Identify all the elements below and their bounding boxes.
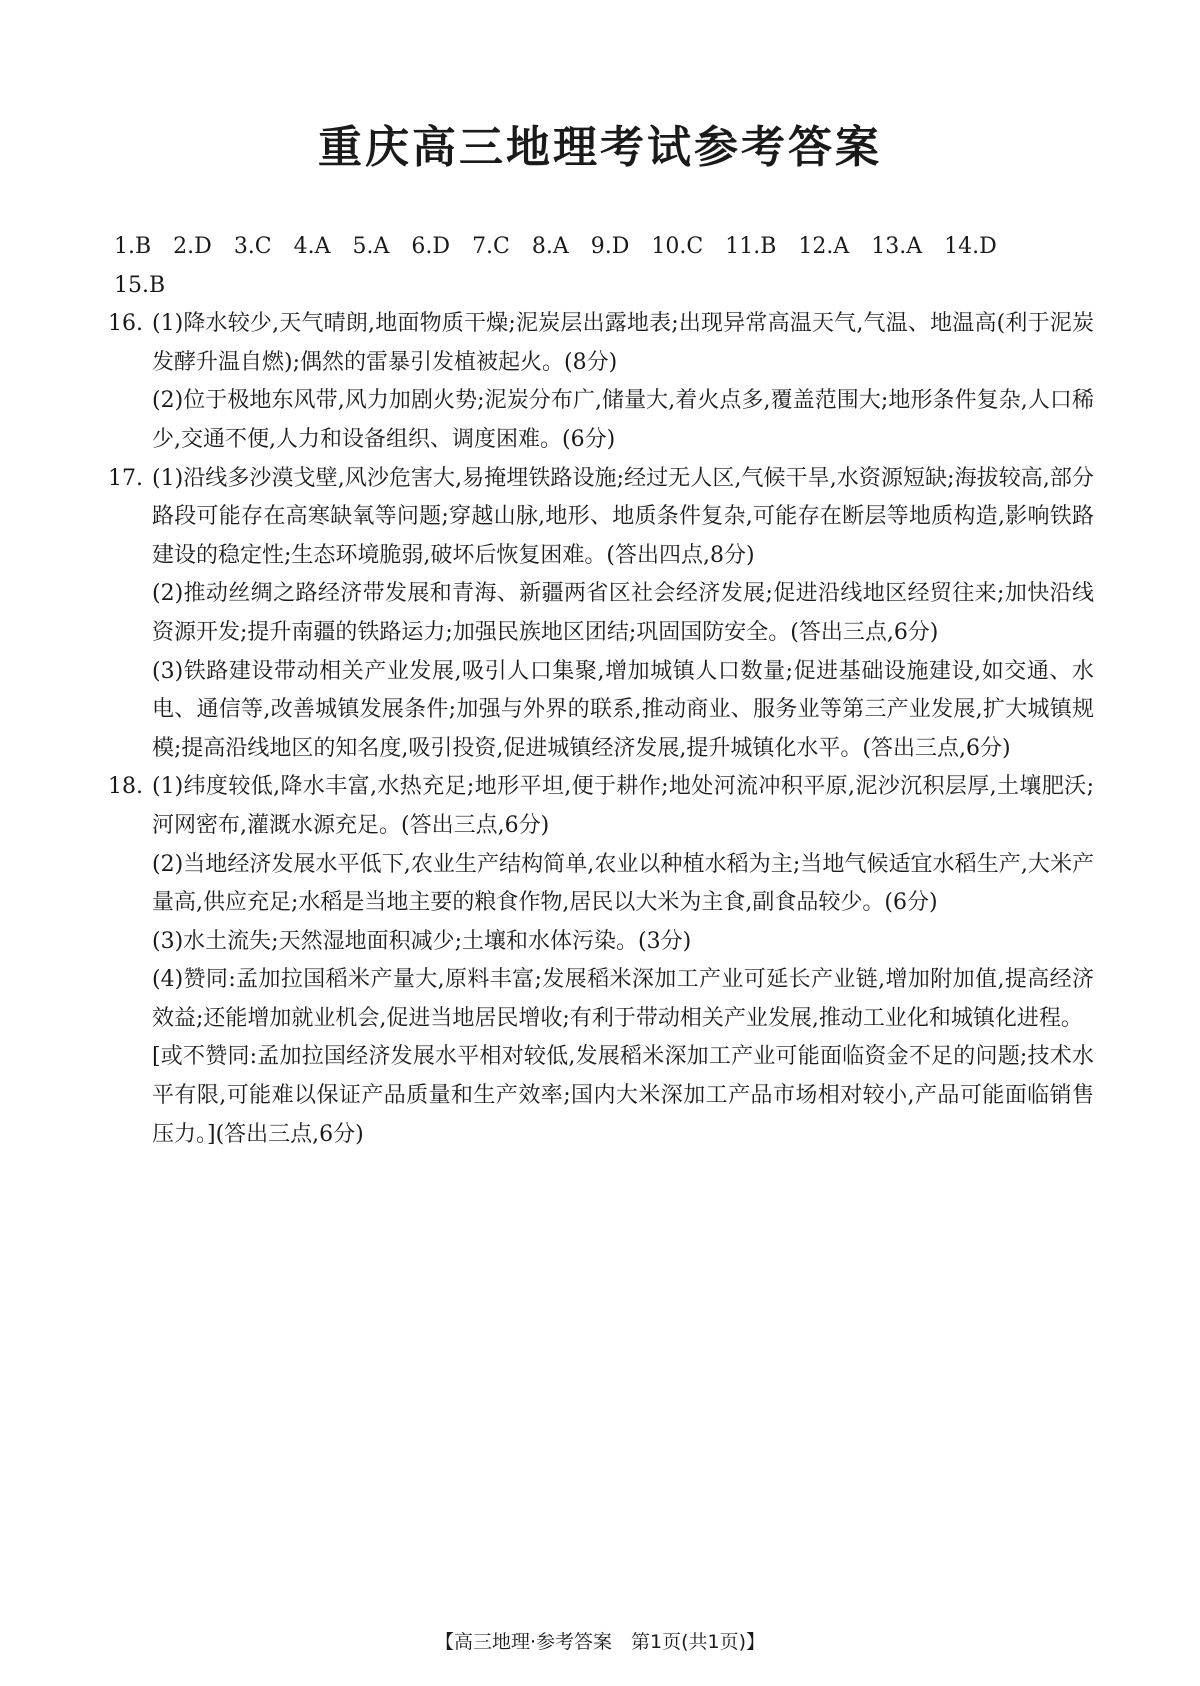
mc-answer: 3.C [233,234,272,259]
mc-answer: 1.B [114,234,152,259]
question-number: 17. [108,465,143,491]
answer-part: (1)沿线多沙漠戈壁,风沙危害大,易掩埋铁路设施;经过无人区,气候干旱,水资源短缺;海拔较高,部分路段可能存在高寒缺氧等问题;穿越山脉,地形、地质条件复杂,可能存在断层等地质构造,影响铁路建设的稳定性;生态环境脆弱,破坏后恢复困难。(答出四点,8分) [152,465,1094,568]
mc-answer: 8.A [531,234,569,259]
page-footer: 【高三地理·参考答案 第1页(共1页)】 [434,1631,766,1653]
mc-answer: 11.B [725,234,777,259]
multiple-choice-row-1 [114,228,1094,267]
mc-answer: 7.C [472,234,510,259]
question-number: 16. [108,311,143,337]
mc-answer: 13.A [871,234,923,259]
question-16 [108,305,1094,459]
answer-part: (3)水土流失;天然湿地面积减少;土壤和水体污染。(3分) [152,928,692,954]
mc-answer: 6.D [411,234,451,259]
mc-answer: 2.D [173,234,212,259]
answer-part: (3)铁路建设带动相关产业发展,吸引人口集聚,增加城镇人口数量;促进基础设施建设,如交通、水电、通信等,改善城镇发展条件;加强与外界的联系,推动商业、服务业等第三产业发展,扩大城镇规模;提高沿线地区的知名度,吸引投资,促进城镇经济发展,提升城镇化水平。(答出三点,6分) [152,658,1094,761]
answer-part: (2)推动丝绸之路经济带发展和青海、新疆两省区社会经济发展;促进沿线地区经贸往来;加快沿线资源开发;提升南疆的铁路运力;加强民族地区团结;巩固国防安全。(答出三点,6分) [152,581,1094,645]
answer-part: (2)位于极地东风带,风力加剧火势;泥炭分布广,储量大,着火点多,覆盖范围大;地形条件复杂,人口稀少,交通不便,人力和设备组织、调度困难。(6分) [152,388,1094,452]
answer-part: (2)当地经济发展水平低下,农业生产结构简单,农业以种植水稻为主;当地气候适宜水稻生产,大米产量高,供应充足;水稻是当地主要的粮食作物,居民以大米为主食,副食品较少。(6分) [152,851,1094,916]
mc-answer: 12.A [798,234,850,259]
question-number: 18. [108,774,143,800]
mc-answer: 4.A [293,234,331,259]
answer-content [108,228,1094,1154]
mc-answer: 14.D [944,234,997,259]
question-17 [108,460,1094,769]
mc-answer: 5.A [352,234,390,259]
answer-part: (1)降水较少,天气晴朗,地面物质干燥;泥炭层出露地表;出现异常高温天气,气温、地温高(利于泥炭发酵升温自燃);偶然的雷暴引发植被起火。(8分) [152,311,1094,375]
mc-answer: 10.C [651,234,704,259]
mc-answer: 9.D [590,234,630,259]
question-18 [108,768,1094,1154]
answer-part: (1)纬度较低,降水丰富,水热充足;地形平坦,便于耕作;地处河流冲积平原,泥沙沉积层厚,土壤肥沃;河网密布,灌溉水源充足。(答出三点,6分) [152,774,1094,838]
mc-answer: 15.B [114,272,166,298]
page-title: 重庆高三地理考试参考答案 [318,122,882,173]
answer-part: [或不赞同:孟加拉国经济发展水平相对较低,发展稻米深加工产业可能面临资金不足的问题;技术水平有限,可能难以保证产品质量和生产效率;国内大米深加工产品市场相对较小,产品可能面临销售压力。](答出三点,6分) [152,1044,1094,1147]
answer-part: (4)赞同:孟加拉国稻米产量大,原料丰富;发展稻米深加工产业可延长产业链,增加附加值,提高经济效益;还能增加就业机会,促进当地居民增收;有利于带动相关产业发展,推动工业化和城镇化进程。 [152,967,1094,1031]
multiple-choice-row-2 [114,267,1094,306]
